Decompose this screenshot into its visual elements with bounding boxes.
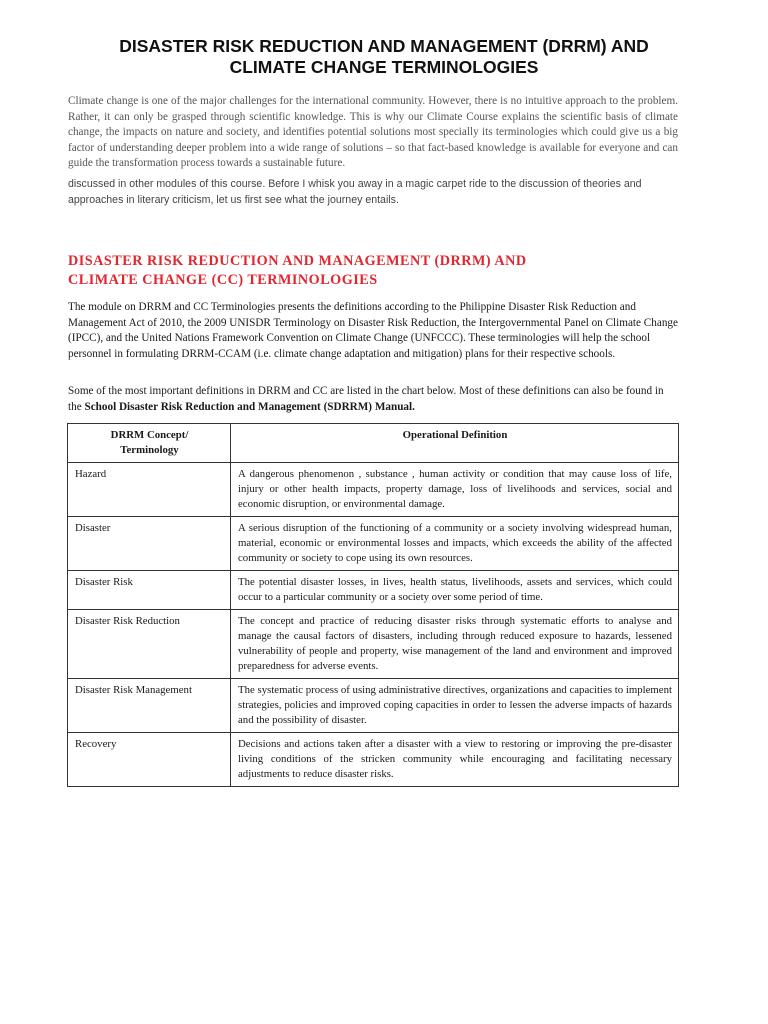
- module-paragraph: The module on DRRM and CC Terminologies presents the definitions according to the Philippine Disaster Risk Reduction and Management Act of 2010, the 2009 UNISDR Terminology on Disaster Risk Reduction, the Intergovernmental Panel on Climate Change (IPCC), and the United Nations Framework Convention on Climate Change (UNFCCC). These terminologies will help the school personnel in formulating DRRM-CCAM (i.e. climate change adaptation and mitigation) plans for their respective schools.: [68, 301, 678, 360]
- table-header-row: [68, 424, 679, 463]
- term-cell: Disaster Risk Management: [68, 679, 231, 733]
- definition-cell: The potential disaster losses, in lives, health status, livelihoods, assets and services, which could occur to a particular community or a society over some period of time.: [231, 571, 679, 610]
- header-definition: Operational Definition: [231, 424, 679, 463]
- definitions-paragraph-text: Some of the most important definitions in DRRM and CC are listed in the chart below. Most of these definitions can also be found in the: [68, 385, 664, 413]
- document-title-line-1: DISASTER RISK REDUCTION AND MANAGEMENT (DRRM) AND: [119, 36, 649, 56]
- term-cell: Disaster Risk: [68, 571, 231, 610]
- definition-cell: The systematic process of using administrative directives, organizations and capacities to implement strategies, policies and improved coping capacities in order to lessen the adverse impacts of hazards and the possibility of disaster.: [231, 679, 679, 733]
- table-row: [68, 571, 679, 610]
- section-title: [68, 252, 688, 290]
- term-cell: Disaster Risk Reduction: [68, 610, 231, 679]
- term-cell: Hazard: [68, 463, 231, 517]
- document-title-line-2: CLIMATE CHANGE TERMINOLOGIES: [229, 57, 539, 77]
- definition-cell: A dangerous phenomenon , substance , human activity or condition that may cause loss of life, injury or other health impacts, property damage, loss of livelihoods and services, social and economic disruption, or environmental damage.: [231, 463, 679, 517]
- document-title: [40, 36, 728, 78]
- table-row: [68, 517, 679, 571]
- discussed-paragraph: discussed in other modules of this course. Before I whisk you away in a magic carpet ride to the discussion of theories and approaches in literary criticism, let us first see what the journey entails.: [68, 178, 642, 206]
- header-term: [68, 424, 231, 463]
- definition-cell: The concept and practice of reducing disaster risks through systematic efforts to analyse and manage the causal factors of disasters, including through reduced exposure to hazards, lessened vulnerability of people and property, wise management of the land and environment and improved preparedness for adverse events.: [231, 610, 679, 679]
- term-cell: Disaster: [68, 517, 231, 571]
- section-title-line-2: CLIMATE CHANGE (CC) TERMINOLOGIES: [68, 272, 378, 288]
- definitions-table: [67, 423, 679, 787]
- table-row: [68, 679, 679, 733]
- table-row: [68, 463, 679, 517]
- table-row: [68, 610, 679, 679]
- section-title-line-1: DISASTER RISK REDUCTION AND MANAGEMENT (DRRM) AND: [68, 253, 527, 269]
- sdrrm-manual-reference: School Disaster Risk Reduction and Management (SDRRM) Manual.: [84, 400, 415, 413]
- header-term-line-2: Terminology: [120, 444, 179, 456]
- term-cell: Recovery: [68, 733, 231, 787]
- definitions-paragraph: [68, 384, 678, 415]
- intro-paragraph: Climate change is one of the major challenges for the international community. However, there is no intuitive approach to the problem. Rather, it can only be grasped through scientific knowledge. This is why our Climate Course explains the scientific basis of climate change, the impacts on nature and society, and identifies potential solutions most specially its terminologies which could give us a big factor of understanding deeper problem into a wide range of solutions – so that fact-based knowledge is available for everyone and can guide the transformation process towards a sustainable future.: [68, 95, 678, 169]
- definition-cell: Decisions and actions taken after a disaster with a view to restoring or improving the pre-disaster living conditions of the stricken community while encouraging and facilitating necessary adjustments to reduce disaster risks.: [231, 733, 679, 787]
- definition-cell: A serious disruption of the functioning of a community or a society involving widespread human, material, economic or environmental losses and impacts, which exceeds the ability of the affected community or society to cope using its own resources.: [231, 517, 679, 571]
- table-row: [68, 733, 679, 787]
- header-term-line-1: DRRM Concept/: [110, 429, 189, 441]
